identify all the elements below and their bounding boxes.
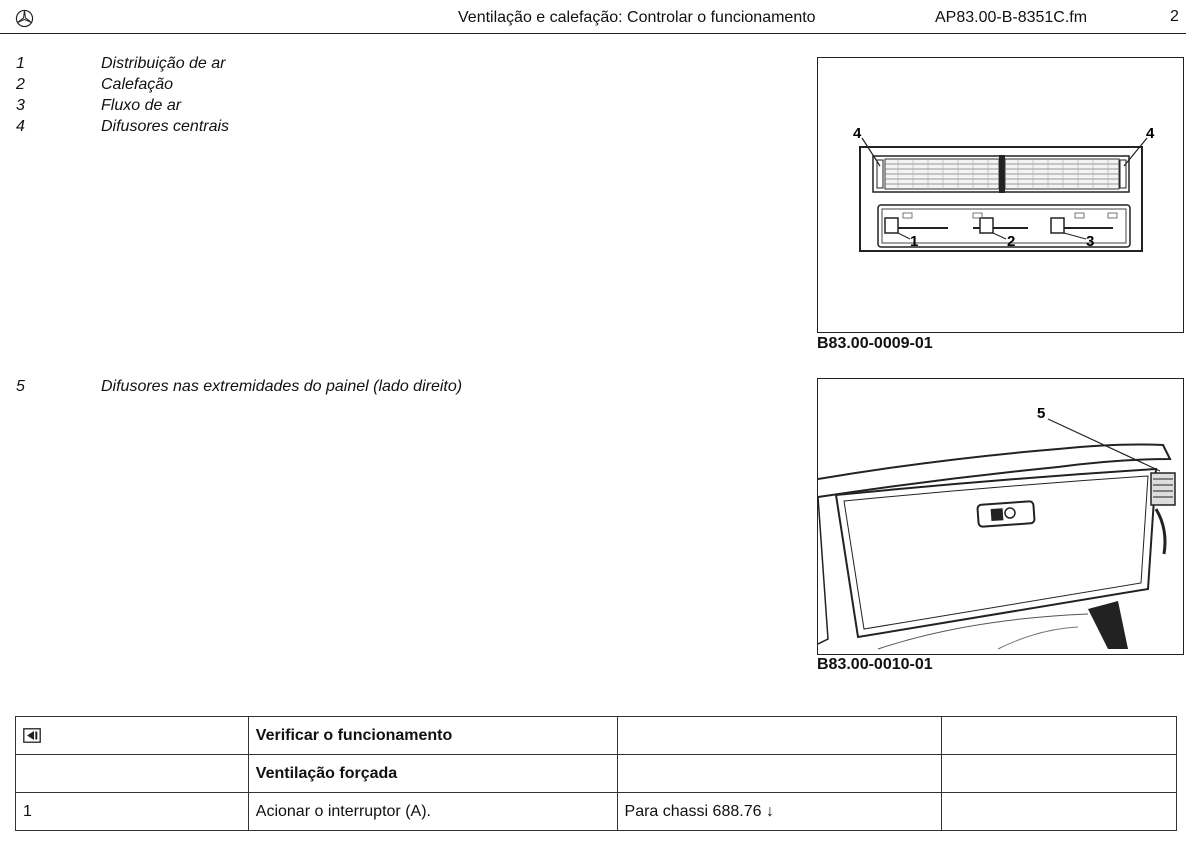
table-row — [16, 717, 1177, 755]
callout-1: 1 — [910, 233, 919, 250]
slider-knob-air-distribution — [885, 218, 898, 233]
legend-text: Difusores nas extremidades do painel (lado direito) — [101, 378, 463, 395]
step-number: 1 — [16, 793, 249, 831]
slider-knob-air-flow — [1051, 218, 1064, 233]
callout-4-right: 4 — [1146, 125, 1155, 142]
callout-2: 2 — [1007, 233, 1016, 250]
document-file-name: AP83.00-B-8351C.fm — [935, 9, 1088, 26]
callout-3: 3 — [1086, 233, 1095, 250]
legend-number: 2 — [16, 76, 25, 93]
legend-number: 3 — [16, 97, 25, 114]
legend-text: Distribuição de ar — [101, 55, 226, 72]
slider-knob-heating — [980, 218, 993, 233]
vent-divider — [999, 155, 1005, 193]
figure-center-vents — [817, 57, 1184, 333]
step-instruction: Acionar o interruptor (A). — [248, 793, 617, 831]
table-cell: Ventilação forçada — [248, 755, 617, 793]
legend-number: 5 — [16, 378, 25, 395]
mercedes-star-logo-icon — [15, 9, 34, 28]
table-cell — [16, 755, 249, 793]
side-vent-illustration — [818, 379, 1183, 654]
table-row — [16, 793, 1177, 831]
operation-check-icon — [23, 728, 41, 743]
procedure-table — [15, 716, 1177, 831]
table-row — [16, 755, 1177, 793]
center-vent-left — [885, 159, 999, 189]
legend-number: 4 — [16, 118, 25, 135]
legend-text: Fluxo de ar — [101, 97, 182, 114]
center-vents-illustration — [818, 58, 1183, 332]
table-cell — [942, 717, 1177, 755]
legend-text: Difusores centrais — [101, 118, 230, 135]
callout-4-left: 4 — [853, 125, 862, 142]
table-cell — [942, 755, 1177, 793]
table-cell — [16, 717, 249, 755]
glovebox-handle — [977, 501, 1034, 527]
figure-side-vent — [817, 378, 1184, 655]
document-title: Ventilação e calefação: Controlar o funcionamento — [458, 9, 816, 26]
page-header — [0, 0, 1186, 34]
callout-5: 5 — [1037, 405, 1046, 422]
legend-number: 1 — [16, 55, 25, 72]
legend-text: Calefação — [101, 76, 174, 93]
table-cell — [617, 717, 942, 755]
table-cell: Verificar o funcionamento — [248, 717, 617, 755]
figure-caption: B83.00-0010-01 — [817, 656, 933, 673]
center-vent-right — [1005, 159, 1119, 189]
table-cell — [942, 793, 1177, 831]
page-number: 2 — [1170, 8, 1179, 25]
side-vent — [1151, 473, 1175, 554]
step-condition: Para chassi 688.76 ↓ — [617, 793, 942, 831]
figure-caption: B83.00-0009-01 — [817, 335, 933, 352]
table-cell — [617, 755, 942, 793]
